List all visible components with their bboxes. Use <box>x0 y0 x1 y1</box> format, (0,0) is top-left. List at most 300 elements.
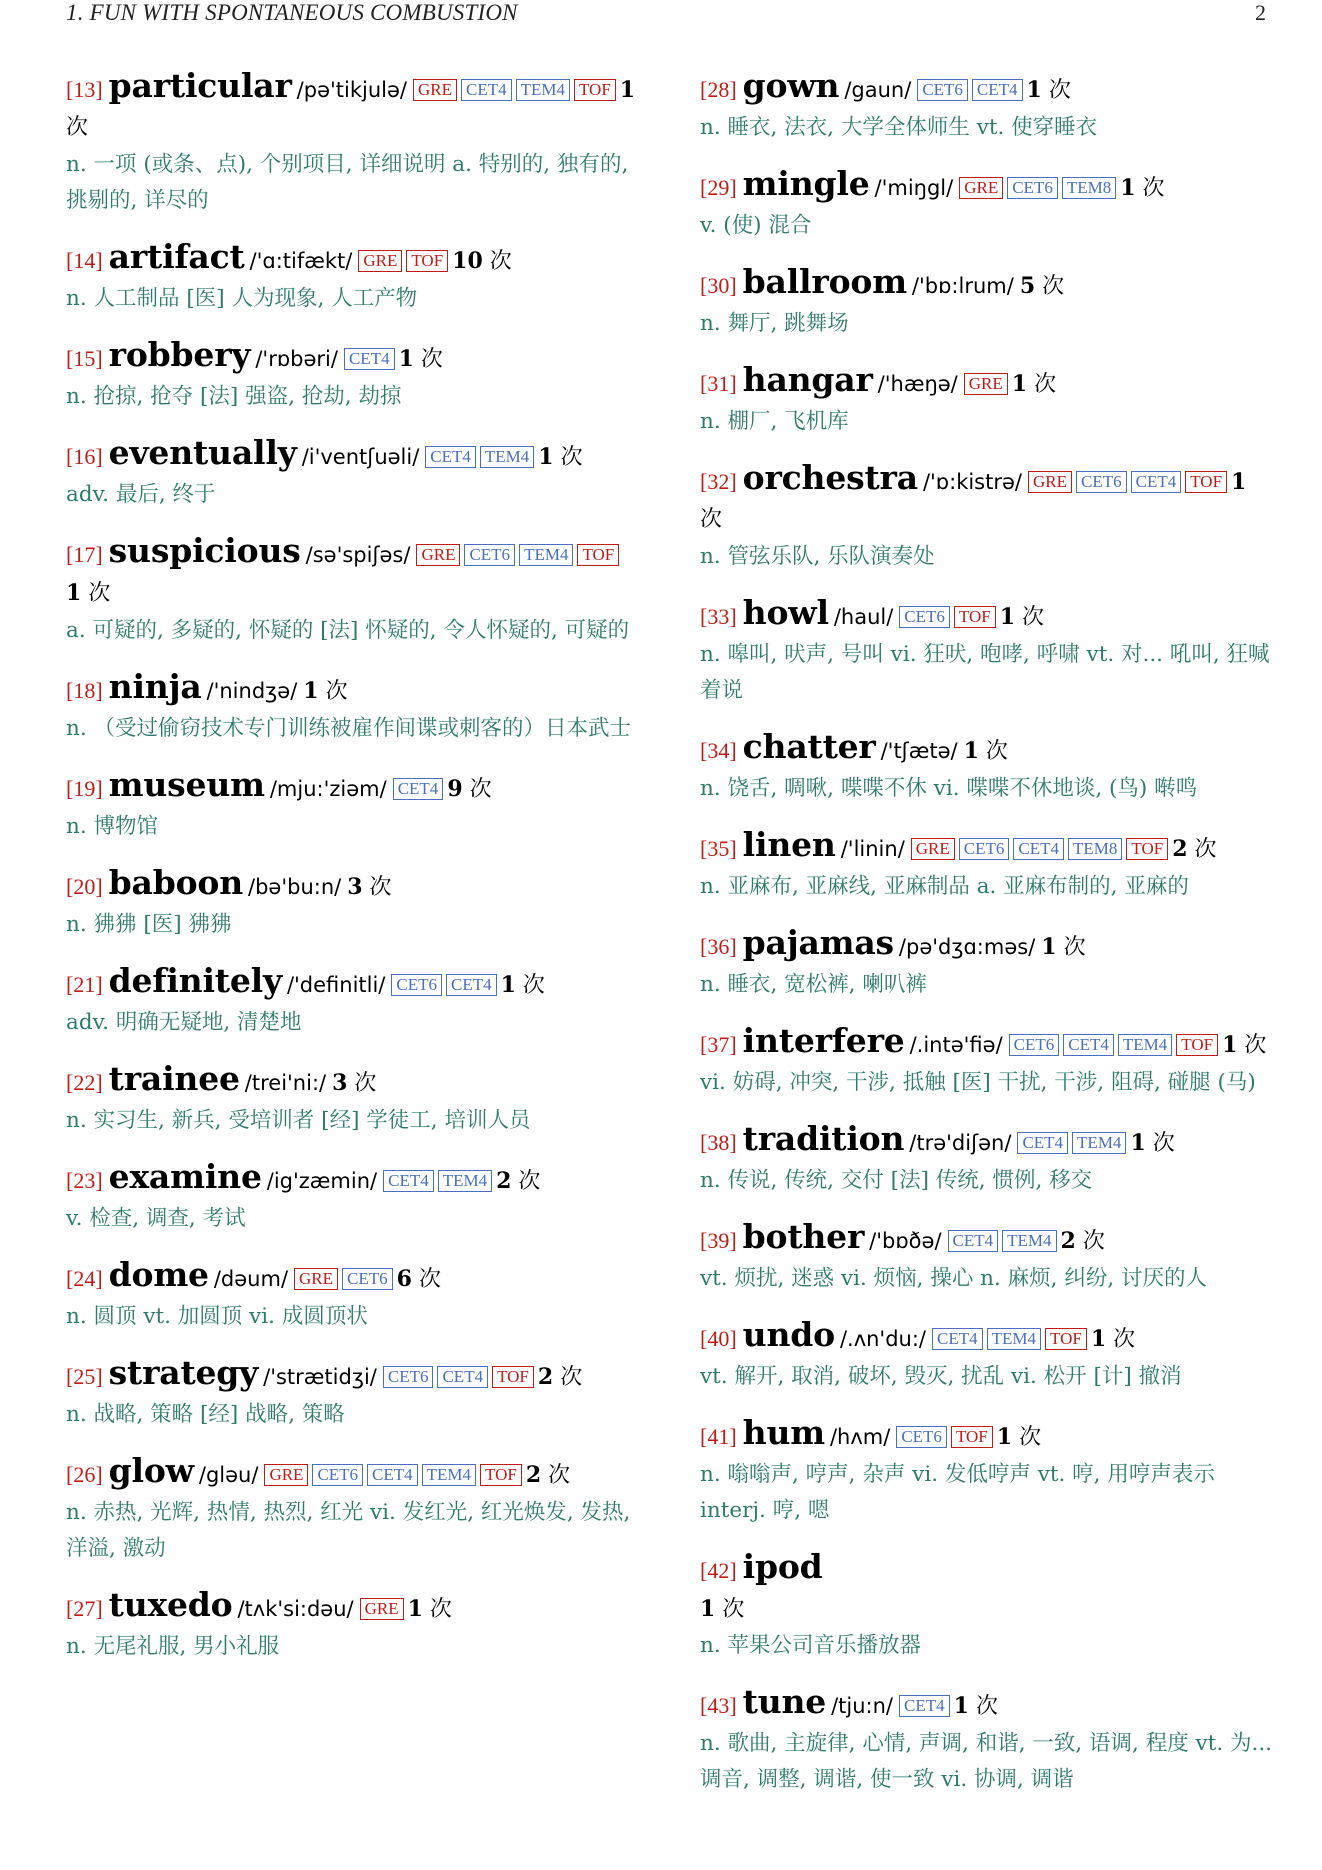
exam-tag: CET4 <box>899 1695 950 1717</box>
pronunciation: /pə'dʒɑ:məs/ <box>898 935 1036 959</box>
pronunciation: /hʌm/ <box>829 1425 891 1449</box>
frequency-number: 1 <box>1222 1032 1238 1058</box>
definition: n. 一项 (或条、点), 个别项目, 详细说明 a. 特别的, 独有的, 挑剔的, 详尽的 <box>66 152 629 213</box>
frequency-unit: 次 <box>369 875 392 900</box>
entry-number: [21] <box>66 972 103 997</box>
headword: linen <box>742 825 836 864</box>
frequency-count <box>1130 1131 1174 1156</box>
definition: n. 歌曲, 主旋律, 心情, 声调, 和谐, 一致, 语调, 程度 vt. 为... 调音, 调整, 调谐, 使一致 vi. 协调, 调谐 <box>700 1731 1272 1792</box>
entry-number: [40] <box>700 1326 737 1351</box>
definition: vt. 烦扰, 迷惑 vi. 烦恼, 操心 n. 麻烦, 纠纷, 讨厌的人 <box>700 1266 1208 1291</box>
definition: n. 睡衣, 法衣, 大学全体师生 vt. 使穿睡衣 <box>700 115 1098 140</box>
entry-number: [35] <box>700 836 737 861</box>
frequency-unit: 次 <box>560 445 583 470</box>
vocab-entry <box>66 239 638 317</box>
pronunciation: /'strætidʒi/ <box>263 1365 377 1389</box>
definition: vi. 妨碍, 冲突, 干涉, 抵触 [医] 干扰, 干涉, 阻碍, 碰腿 (马) <box>700 1070 1256 1095</box>
frequency-unit: 次 <box>518 1169 541 1194</box>
exam-tag: TOF <box>574 79 616 101</box>
frequency-number: 1 <box>996 1424 1013 1450</box>
frequency-unit: 次 <box>700 507 723 532</box>
entry-headline <box>66 68 638 147</box>
frequency-number: 1 <box>1231 469 1247 495</box>
exam-tag: CET6 <box>464 544 515 566</box>
frequency-number: 1 <box>700 1596 716 1622</box>
frequency-unit: 次 <box>722 1597 745 1622</box>
definition: n. 圆顶 vt. 加圆顶 vi. 成圆顶状 <box>66 1304 368 1329</box>
frequency-count <box>526 1463 570 1488</box>
frequency-unit: 次 <box>1152 1131 1175 1156</box>
frequency-number: 10 <box>452 248 483 274</box>
exam-tag: CET6 <box>1009 1034 1060 1056</box>
exam-tag: GRE <box>959 177 1003 199</box>
vocab-entry <box>700 1415 1272 1529</box>
pronunciation: /gləu/ <box>198 1463 259 1487</box>
vocab-entry <box>700 264 1272 342</box>
exam-tag: TOF <box>1176 1034 1218 1056</box>
frequency-unit: 次 <box>1063 935 1086 960</box>
exam-tag: GRE <box>360 1598 404 1620</box>
frequency-unit: 次 <box>429 1597 452 1622</box>
definition: n. 博物馆 <box>66 814 159 839</box>
pronunciation: /pə'tikjulə/ <box>296 78 407 102</box>
headword: tune <box>742 1682 827 1721</box>
exam-tag: CET6 <box>959 838 1010 860</box>
vocab-entry <box>66 1061 638 1139</box>
headword: tuxedo <box>108 1585 233 1624</box>
entry-number: [38] <box>700 1130 737 1155</box>
exam-tag: TOF <box>577 544 619 566</box>
vocab-entry <box>700 1684 1272 1798</box>
frequency-unit: 次 <box>1022 605 1045 630</box>
frequency-unit: 次 <box>1142 176 1165 201</box>
entry-headline <box>66 1587 638 1629</box>
frequency-count <box>1172 837 1216 862</box>
entry-headline <box>66 1355 638 1397</box>
entry-headline <box>700 1219 1272 1261</box>
vocab-entry <box>700 925 1272 1003</box>
pronunciation: /trei'ni:/ <box>244 1071 327 1095</box>
frequency-count <box>1061 1229 1105 1254</box>
entry-number: [41] <box>700 1424 737 1449</box>
definition: n. 嗥叫, 吠声, 号叫 vi. 狂吠, 咆哮, 呼啸 vt. 对... 吼叫, 狂喊着说 <box>700 642 1270 703</box>
exam-tag: CET6 <box>1007 177 1058 199</box>
frequency-number: 1 <box>303 678 319 704</box>
entry-headline <box>700 166 1272 208</box>
entry-headline <box>700 925 1272 967</box>
headword: undo <box>742 1315 835 1354</box>
exam-tag: CET4 <box>367 1464 418 1486</box>
frequency-number: 1 <box>1041 934 1057 960</box>
pronunciation: /tju:n/ <box>831 1694 894 1718</box>
pronunciation: /'tʃætə/ <box>880 739 958 763</box>
exam-tag: CET4 <box>446 974 497 996</box>
entry-number: [22] <box>66 1070 103 1095</box>
frequency-count <box>1041 935 1085 960</box>
vocab-entry <box>66 1587 638 1665</box>
entry-number: [30] <box>700 273 737 298</box>
entry-number: [27] <box>66 1596 103 1621</box>
vocab-entry <box>66 533 638 649</box>
frequency-number: 1 <box>1130 1130 1146 1156</box>
exam-tags <box>425 449 538 468</box>
frequency-count <box>1091 1327 1135 1352</box>
frequency-number: 3 <box>332 1070 348 1096</box>
frequency-number: 1 <box>1120 175 1136 201</box>
exam-tag: TEM4 <box>516 79 570 101</box>
entry-headline <box>66 1159 638 1201</box>
vocab-entry <box>66 963 638 1041</box>
entry-number: [20] <box>66 874 103 899</box>
pronunciation: /'bɒ:lrum/ <box>911 274 1014 298</box>
frequency-count <box>303 679 347 704</box>
exam-tags <box>416 547 623 566</box>
definition: vt. 解开, 取消, 破坏, 毁灭, 扰乱 vi. 松开 [计] 撤消 <box>700 1364 1182 1389</box>
entry-number: [36] <box>700 934 737 959</box>
pronunciation: /'nindʒə/ <box>206 679 298 703</box>
exam-tags <box>1028 474 1231 493</box>
exam-tag: GRE <box>416 544 460 566</box>
definition: a. 可疑的, 多疑的, 怀疑的 [法] 怀疑的, 令人怀疑的, 可疑的 <box>66 618 630 643</box>
entry-headline <box>700 729 1272 771</box>
frequency-count <box>954 1694 998 1719</box>
entry-headline <box>700 460 1272 539</box>
frequency-unit: 次 <box>1244 1033 1267 1058</box>
exam-tag: CET4 <box>1017 1132 1068 1154</box>
frequency-count <box>1120 176 1164 201</box>
entry-headline <box>700 1121 1272 1163</box>
pronunciation: /haul/ <box>833 605 894 629</box>
exam-tags <box>358 253 452 272</box>
frequency-number: 1 <box>999 604 1016 630</box>
frequency-number: 1 <box>953 1693 969 1719</box>
exam-tag: CET4 <box>383 1170 434 1192</box>
pronunciation: /.intə'fiə/ <box>909 1033 1003 1057</box>
frequency-count <box>452 249 512 274</box>
pronunciation: /ig'zæmin/ <box>266 1169 378 1193</box>
headword: tradition <box>742 1119 905 1158</box>
definition: n. 赤热, 光辉, 热情, 热烈, 红光 vi. 发红光, 红光焕发, 发热, 洋溢, 激动 <box>66 1500 631 1561</box>
exam-tags <box>959 180 1120 199</box>
frequency-unit: 次 <box>522 973 545 998</box>
exam-tags <box>383 1173 496 1192</box>
definition: adv. 明确无疑地, 清楚地 <box>66 1010 302 1035</box>
vocab-entry <box>700 595 1272 709</box>
frequency-count <box>964 739 1008 764</box>
exam-tag: GRE <box>294 1268 338 1290</box>
frequency-number: 2 <box>525 1462 542 1488</box>
definition: n. 嗡嗡声, 哼声, 杂声 vi. 发低哼声 vt. 哼, 用哼声表示 interj. 哼, 嗯 <box>700 1462 1215 1523</box>
frequency-count <box>538 1365 582 1390</box>
frequency-unit: 次 <box>1194 837 1217 862</box>
exam-tag: GRE <box>264 1464 308 1486</box>
pronunciation: /'rɒbəri/ <box>255 347 338 371</box>
headword: howl <box>742 593 829 632</box>
entry-headline <box>700 1023 1272 1065</box>
exam-tag: TOF <box>1185 471 1227 493</box>
frequency-number: 1 <box>1090 1326 1107 1352</box>
frequency-unit: 次 <box>354 1071 377 1096</box>
frequency-count <box>399 347 443 372</box>
entry-headline <box>66 767 638 809</box>
exam-tag: CET6 <box>1076 471 1127 493</box>
entry-number: [19] <box>66 776 103 801</box>
exam-tag: TEM4 <box>1002 1230 1056 1252</box>
frequency-unit: 次 <box>1042 274 1065 299</box>
exam-tag: TEM4 <box>1072 1132 1126 1154</box>
exam-tags <box>360 1601 408 1620</box>
vocab-entry <box>700 68 1272 146</box>
pronunciation: /.ʌn'du:/ <box>839 1327 926 1351</box>
frequency-number: 2 <box>1060 1228 1076 1254</box>
entry-headline <box>700 68 1272 110</box>
frequency-number: 2 <box>1172 836 1188 862</box>
exam-tag: TEM4 <box>1118 1034 1172 1056</box>
exam-tags <box>899 1698 954 1717</box>
page-number: 2 <box>1255 0 1266 25</box>
pronunciation: /'hæŋə/ <box>877 372 958 396</box>
frequency-unit: 次 <box>66 115 89 140</box>
frequency-count <box>66 581 110 606</box>
exam-tag: TEM8 <box>1062 177 1116 199</box>
exam-tag: CET4 <box>932 1328 983 1350</box>
frequency-unit: 次 <box>420 347 443 372</box>
entry-number: [31] <box>700 371 737 396</box>
exam-tags <box>264 1467 525 1486</box>
exam-tags <box>413 82 620 101</box>
exam-tag: CET4 <box>1013 838 1064 860</box>
frequency-count <box>501 973 545 998</box>
pronunciation: /'definitli/ <box>286 973 386 997</box>
definition: n. 饶舌, 啁啾, 喋喋不休 vi. 喋喋不休地谈, (鸟) 啭鸣 <box>700 776 1198 801</box>
definition: n. 苹果公司音乐播放器 <box>700 1633 922 1658</box>
exam-tag: CET6 <box>391 974 442 996</box>
pronunciation: /sə'spiʃəs/ <box>305 543 411 567</box>
vocab-entry <box>700 1121 1272 1199</box>
frequency-unit: 次 <box>489 249 512 274</box>
entry-number: [24] <box>66 1266 103 1291</box>
exam-tag: CET6 <box>899 606 950 628</box>
exam-tag: CET4 <box>948 1230 999 1252</box>
exam-tag: GRE <box>911 838 955 860</box>
exam-tag: CET4 <box>393 778 444 800</box>
vocab-entry <box>700 729 1272 807</box>
entry-headline <box>700 264 1272 306</box>
exam-tag: CET6 <box>312 1464 363 1486</box>
entry-headline <box>700 362 1272 404</box>
exam-tag: TEM4 <box>519 544 573 566</box>
pronunciation: /'linin/ <box>840 837 905 861</box>
exam-tag: CET4 <box>344 348 395 370</box>
headword: eventually <box>108 433 297 472</box>
vocab-entry <box>700 1549 1272 1664</box>
entry-number: [15] <box>66 346 103 371</box>
exam-tag: GRE <box>358 250 402 272</box>
vocab-entry <box>700 1023 1272 1101</box>
frequency-unit: 次 <box>560 1365 583 1390</box>
frequency-number: 1 <box>66 580 82 606</box>
headword: examine <box>108 1157 262 1196</box>
left-column <box>66 68 638 1685</box>
vocab-entry <box>700 166 1272 244</box>
entry-number: [18] <box>66 678 103 703</box>
headword: ballroom <box>742 262 907 301</box>
exam-tag: CET6 <box>917 79 968 101</box>
exam-tag: TEM4 <box>438 1170 492 1192</box>
frequency-unit: 次 <box>418 1267 441 1292</box>
entry-headline <box>66 239 638 281</box>
exam-tag: TEM4 <box>480 446 534 468</box>
exam-tags <box>917 82 1026 101</box>
exam-tags <box>932 1331 1091 1350</box>
entry-headline <box>700 827 1272 869</box>
definition: n. 传说, 传统, 交付 [法] 传统, 惯例, 移交 <box>700 1168 1093 1193</box>
exam-tags <box>964 376 1012 395</box>
vocab-entry <box>66 68 638 219</box>
frequency-count <box>700 1591 1272 1628</box>
pronunciation: /i'ventʃuəli/ <box>301 445 420 469</box>
definition: adv. 最后, 终于 <box>66 482 216 507</box>
frequency-number: 2 <box>537 1364 554 1390</box>
frequency-count <box>408 1597 452 1622</box>
exam-tag: CET6 <box>896 1426 947 1448</box>
exam-tag: TEM4 <box>987 1328 1041 1350</box>
exam-tags <box>1009 1037 1222 1056</box>
entry-number: [23] <box>66 1168 103 1193</box>
exam-tag: TOF <box>492 1366 534 1388</box>
exam-tag: TOF <box>406 250 448 272</box>
frequency-count <box>1000 605 1044 630</box>
exam-tag: TEM8 <box>1068 838 1122 860</box>
pronunciation: /'miŋgl/ <box>874 176 954 200</box>
page-header <box>66 0 1266 26</box>
frequency-unit: 次 <box>1019 1425 1042 1450</box>
entry-number: [16] <box>66 444 103 469</box>
exam-tag: GRE <box>964 373 1008 395</box>
exam-tag: CET4 <box>461 79 512 101</box>
frequency-unit: 次 <box>975 1694 998 1719</box>
headword: orchestra <box>742 458 918 497</box>
exam-tags <box>344 351 399 370</box>
entry-number: [37] <box>700 1032 737 1057</box>
exam-tags <box>391 977 500 996</box>
exam-tag: CET4 <box>1131 471 1182 493</box>
entry-number: [34] <box>700 738 737 763</box>
headword: pajamas <box>742 923 894 962</box>
frequency-count <box>496 1169 540 1194</box>
entry-number: [13] <box>66 77 103 102</box>
entry-number: [42] <box>700 1558 737 1583</box>
entry-headline <box>700 1415 1272 1457</box>
entry-headline <box>66 1257 638 1299</box>
frequency-count <box>397 1267 441 1292</box>
vocab-entry <box>700 460 1272 575</box>
vocab-entry <box>66 1257 638 1335</box>
frequency-count <box>1222 1033 1266 1058</box>
entry-number: [33] <box>700 604 737 629</box>
frequency-number: 5 <box>1019 273 1036 299</box>
frequency-unit: 次 <box>985 739 1008 764</box>
headword: strategy <box>108 1353 259 1392</box>
frequency-count <box>1020 274 1064 299</box>
frequency-number: 1 <box>1026 77 1042 103</box>
headword: chatter <box>742 727 876 766</box>
vocab-entry <box>66 1453 638 1567</box>
definition: n. （受过偷窃技术专门训练被雇作间谍或刺客的）日本武士 <box>66 716 632 741</box>
vocab-entry <box>66 1355 638 1433</box>
entry-headline <box>66 337 638 379</box>
frequency-count <box>1012 372 1056 397</box>
exam-tag: CET6 <box>342 1268 393 1290</box>
vocab-entry <box>66 1159 638 1237</box>
frequency-count <box>347 875 391 900</box>
entry-headline <box>700 1549 1272 1628</box>
frequency-number: 3 <box>347 874 363 900</box>
exam-tag: CET4 <box>972 79 1023 101</box>
entry-number: [17] <box>66 542 103 567</box>
headword: suspicious <box>108 531 301 570</box>
exam-tag: CET4 <box>1063 1034 1114 1056</box>
chapter-title: 1. FUN WITH SPONTANEOUS COMBUSTION <box>66 0 518 25</box>
frequency-unit: 次 <box>1082 1229 1105 1254</box>
pronunciation: /gaun/ <box>844 78 912 102</box>
entry-headline <box>700 1317 1272 1359</box>
right-column <box>700 68 1272 1818</box>
entry-number: [26] <box>66 1462 103 1487</box>
frequency-number: 2 <box>496 1168 512 1194</box>
pronunciation: /trə'diʃən/ <box>909 1131 1012 1155</box>
entry-number: [25] <box>66 1364 103 1389</box>
headword: ninja <box>108 667 202 706</box>
headword: artifact <box>108 237 245 276</box>
entry-number: [43] <box>700 1693 737 1718</box>
headword: ipod <box>742 1547 823 1586</box>
headword: particular <box>108 66 292 105</box>
frequency-count <box>332 1071 376 1096</box>
exam-tags <box>1017 1135 1130 1154</box>
exam-tags <box>899 609 999 628</box>
frequency-count <box>538 445 582 470</box>
headword: gown <box>742 66 840 105</box>
vocab-entry <box>700 1219 1272 1297</box>
exam-tag: CET4 <box>437 1366 488 1388</box>
pronunciation: /'bɒðə/ <box>869 1229 942 1253</box>
headword: baboon <box>108 863 244 902</box>
entry-number: [39] <box>700 1228 737 1253</box>
definition: n. 无尾礼服, 男小礼服 <box>66 1634 280 1659</box>
vocab-entry <box>700 827 1272 905</box>
frequency-count <box>997 1425 1041 1450</box>
frequency-unit: 次 <box>548 1463 571 1488</box>
headword: trainee <box>108 1059 240 1098</box>
definition: v. 检查, 调查, 考试 <box>66 1206 246 1231</box>
pronunciation: /mju:'ziəm/ <box>269 777 387 801</box>
exam-tags <box>896 1429 996 1448</box>
frequency-number: 1 <box>963 738 979 764</box>
exam-tag: CET4 <box>425 446 476 468</box>
pronunciation: /tʌk'si:dəu/ <box>237 1597 354 1621</box>
entry-headline <box>700 595 1272 637</box>
entry-headline <box>66 865 638 907</box>
frequency-number: 9 <box>447 776 463 802</box>
pronunciation: /'ɑ:tifækt/ <box>249 249 353 273</box>
definition: n. 睡衣, 宽松裤, 喇叭裤 <box>700 972 927 997</box>
entry-number: [28] <box>700 77 737 102</box>
exam-tag: CET6 <box>383 1366 434 1388</box>
frequency-unit: 次 <box>1113 1327 1136 1352</box>
exam-tags <box>948 1233 1061 1252</box>
entry-headline <box>66 669 638 711</box>
